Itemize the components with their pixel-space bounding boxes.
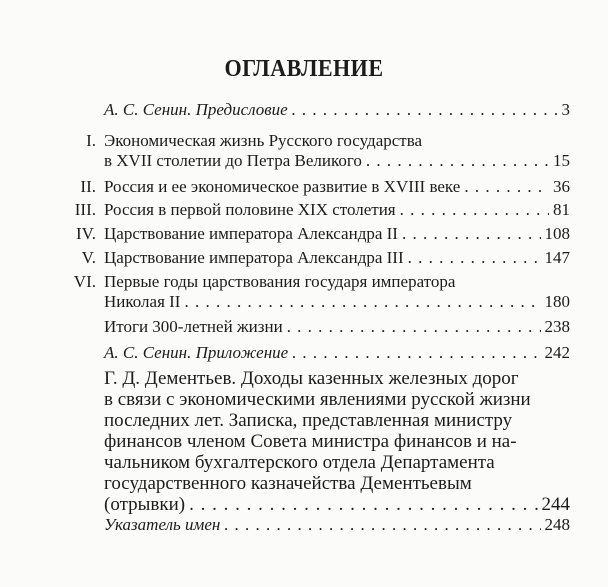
dot-leader: [400, 200, 549, 220]
toc-page-number: 15: [553, 151, 570, 170]
dot-leader: [224, 515, 540, 535]
toc-entry-title-line: Николая II: [104, 292, 181, 311]
toc-page-number: 180: [544, 292, 570, 311]
chapter-number: VI.: [73, 272, 96, 291]
chapter-number: II.: [80, 177, 96, 196]
toc-entry-title: Царствование императора Александра II: [104, 224, 398, 243]
toc-page-number: 238: [544, 317, 570, 336]
chapter-number: I.: [86, 131, 96, 150]
toc-entry-title-line: последних лет. Записка, представленная министру: [104, 410, 513, 431]
toc-entry-title: Россия в первой половине XIX столетия: [104, 200, 396, 219]
chapter-number: III.: [74, 200, 96, 219]
dot-leader: [292, 100, 558, 120]
toc-page-number: 242: [544, 343, 570, 362]
toc-page-number: 147: [544, 248, 570, 267]
dot-leader: [402, 224, 541, 244]
toc-entry-title-line: Экономическая жизнь Русского государства: [104, 131, 423, 150]
dot-leader: [366, 151, 549, 171]
toc-page-number: 36: [553, 177, 570, 196]
toc-page-number: 3: [561, 100, 570, 119]
toc-entry-title-line: чальником бухгалтерского отдела Департамента: [104, 452, 495, 473]
toc-entry-title-line: в XVII столетии до Петра Великого: [104, 151, 362, 170]
toc-page-number: 81: [553, 200, 570, 219]
toc-entry-title: Россия и ее экономическое развитие в XVIII веке: [104, 177, 461, 196]
toc-page-number: 248: [544, 515, 570, 534]
dot-leader: [287, 317, 541, 337]
toc-entry-title: А. С. Сенин. Приложение: [104, 343, 289, 362]
toc-entry-title-line: в связи с экономическими явлениями русской жизни: [104, 389, 531, 410]
chapter-number: IV.: [76, 224, 96, 243]
dot-leader: [292, 343, 540, 363]
toc-page-number: 108: [544, 224, 570, 243]
dot-leader: [408, 248, 541, 268]
toc-entry-title-line: финансов членом Совета министра финансов и на-: [104, 431, 517, 452]
toc-entry-title-line: Первые годы царствования государя императора: [104, 272, 456, 291]
dot-leader: [464, 177, 549, 197]
dot-leader: [189, 494, 537, 515]
toc-entry-title-line: Г. Д. Дементьев. Доходы казенных железных дорог: [104, 368, 519, 389]
toc-entry-title: Царствование императора Александра III: [104, 248, 404, 267]
dot-leader: [184, 292, 540, 312]
toc-entry-title-line: государственного казначейства Дементьевым: [104, 473, 472, 494]
toc-entry-title-line: (отрывки): [104, 494, 186, 515]
toc-page-number: 244: [541, 494, 570, 515]
toc-entry-title: Указатель имен: [104, 515, 221, 534]
toc-entry-title: Итоги 300-летней жизни: [104, 317, 283, 336]
toc-entry-title: А. С. Сенин. Предисловие: [104, 100, 288, 119]
toc-title: ОГЛАВЛЕНИЕ: [224, 56, 384, 82]
chapter-number: V.: [81, 248, 96, 267]
